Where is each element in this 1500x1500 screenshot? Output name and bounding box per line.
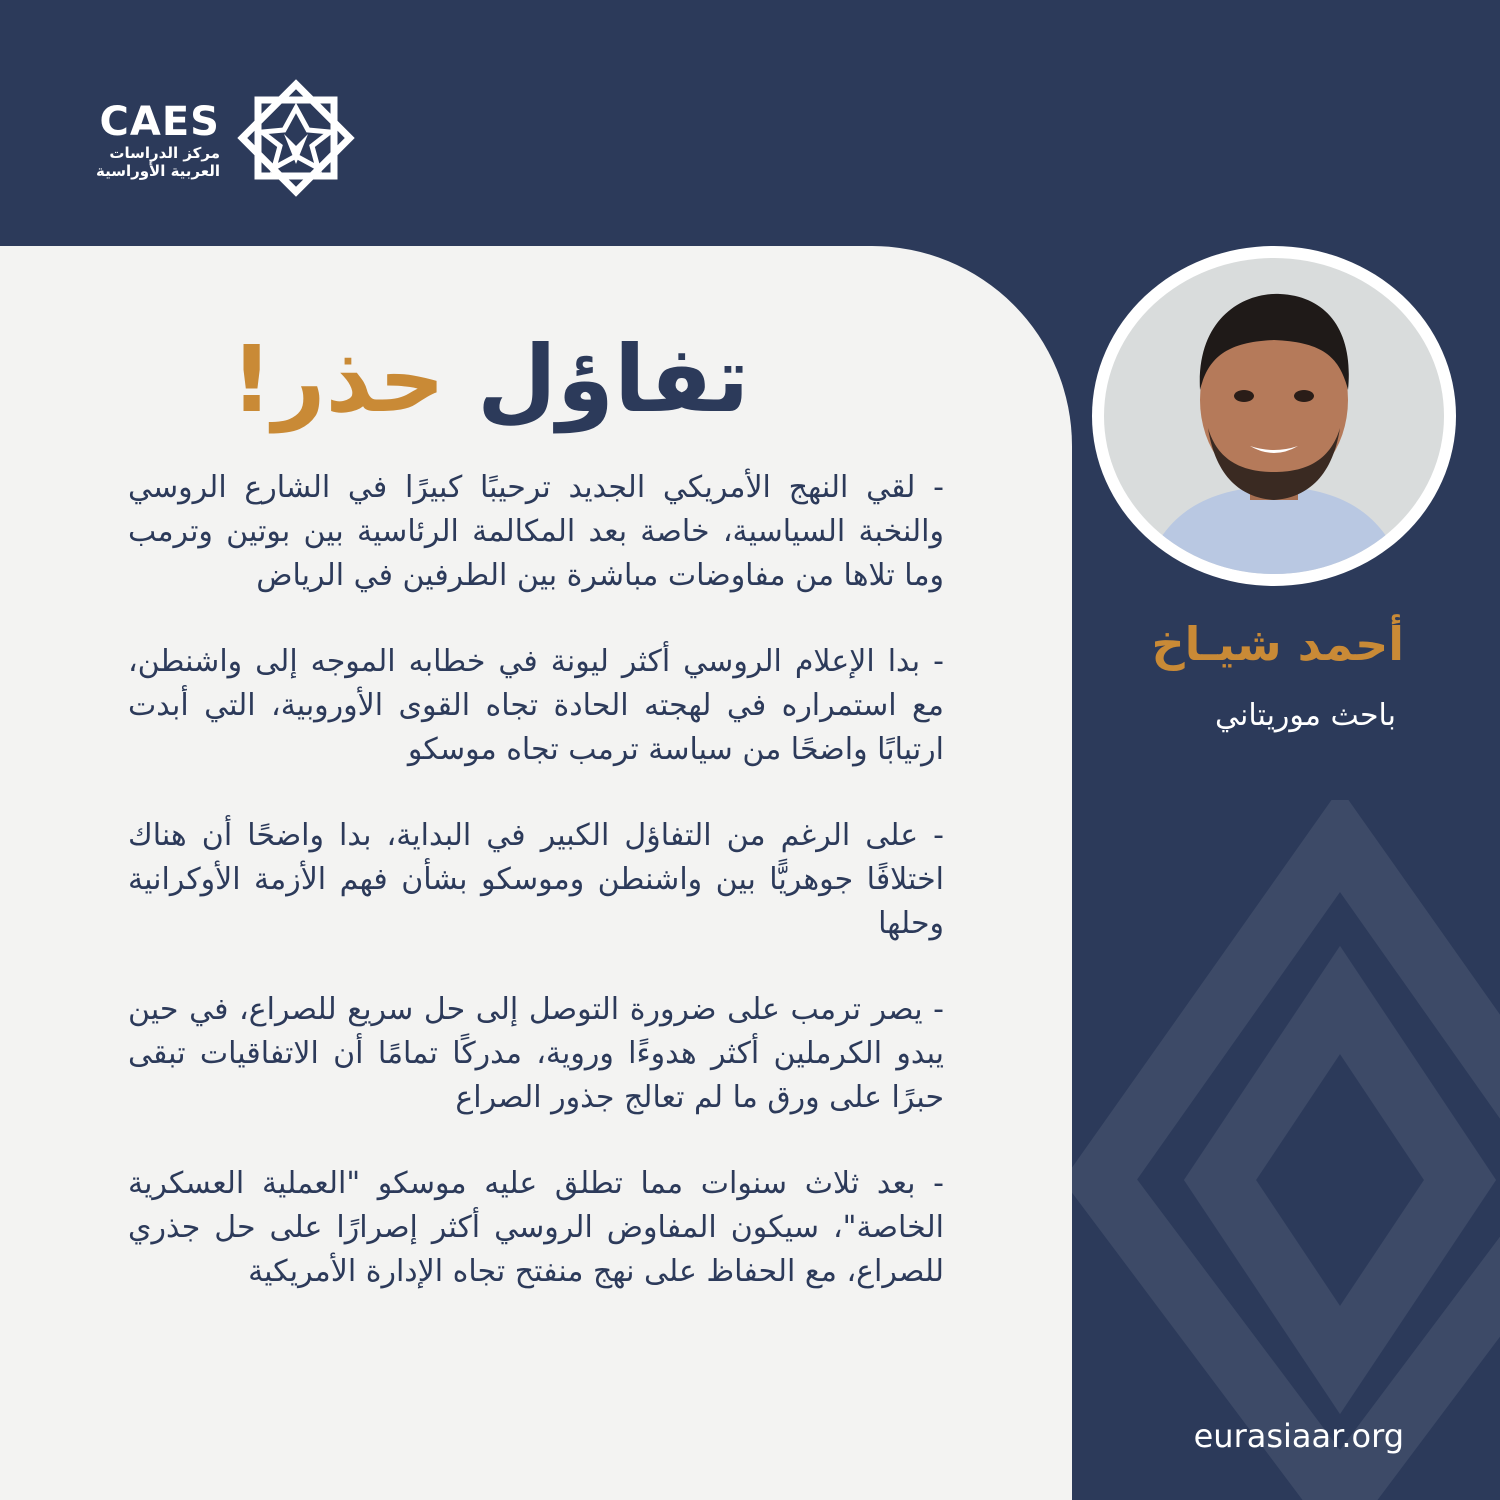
star-emblem-icon bbox=[230, 72, 362, 204]
title-accent: حذر! bbox=[230, 326, 445, 433]
article-title bbox=[180, 320, 800, 440]
author-avatar bbox=[1092, 246, 1456, 586]
author-name: أحمد شيـاخ bbox=[1151, 617, 1404, 671]
author-role: باحث موريتاني bbox=[1215, 698, 1396, 733]
title-main: تفاؤل bbox=[477, 326, 750, 433]
caes-logo bbox=[80, 72, 370, 207]
author-photo bbox=[1104, 258, 1444, 574]
article-body bbox=[128, 466, 944, 1336]
paragraph: - يصر ترمب على ضرورة التوصل إلى حل سريع للصراع، في حين يبدو الكرملين أكثر هدوءًا وروية، مدركًا تمامًا أن الاتفاقيات تبقى حبرًا على ورق ما لم تعالج جذور الصراع bbox=[128, 992, 944, 1115]
logo-text bbox=[80, 100, 220, 180]
paragraph: - لقي النهج الأمريكي الجديد ترحيبًا كبيرًا في الشارع الروسي والنخبة السياسية، خاصة بعد المكالمة الرئاسية بين بوتين وترمب وما تلاها من مفاوضات مباشرة بين الطرفين في الرياض bbox=[128, 470, 944, 593]
paragraph: - بعد ثلاث سنوات مما تطلق عليه موسكو "العملية العسكرية الخاصة"، سيكون المفاوض الروسي أكثر إصرارًا على حل جذري للصراع، مع الحفاظ على نهج منفتح تجاه الإدارة الأمريكية bbox=[128, 1166, 944, 1289]
website-link[interactable]: eurasiaar.org bbox=[1193, 1417, 1404, 1455]
paragraph: - على الرغم من التفاؤل الكبير في البداية، بدا واضحًا أن هناك اختلافًا جوهريًّا بين واشنطن وموسكو بشأن فهم الأزمة الأوكرانية وحلها bbox=[128, 818, 944, 941]
paragraph: - بدا الإعلام الروسي أكثر ليونة في خطابه الموجه إلى واشنطن، مع استمراره في لهجته الحادة تجاه القوى الأوروبية، التي أبدت ارتيابًا واضحًا من سياسة ترمب تجاه موسكو bbox=[128, 644, 944, 767]
logo-line-1: مركز الدراسات bbox=[109, 144, 220, 162]
background-ornament bbox=[1060, 800, 1500, 1500]
logo-acronym: CAES bbox=[99, 99, 220, 145]
logo-line-2: العربية الأوراسية bbox=[95, 162, 220, 180]
